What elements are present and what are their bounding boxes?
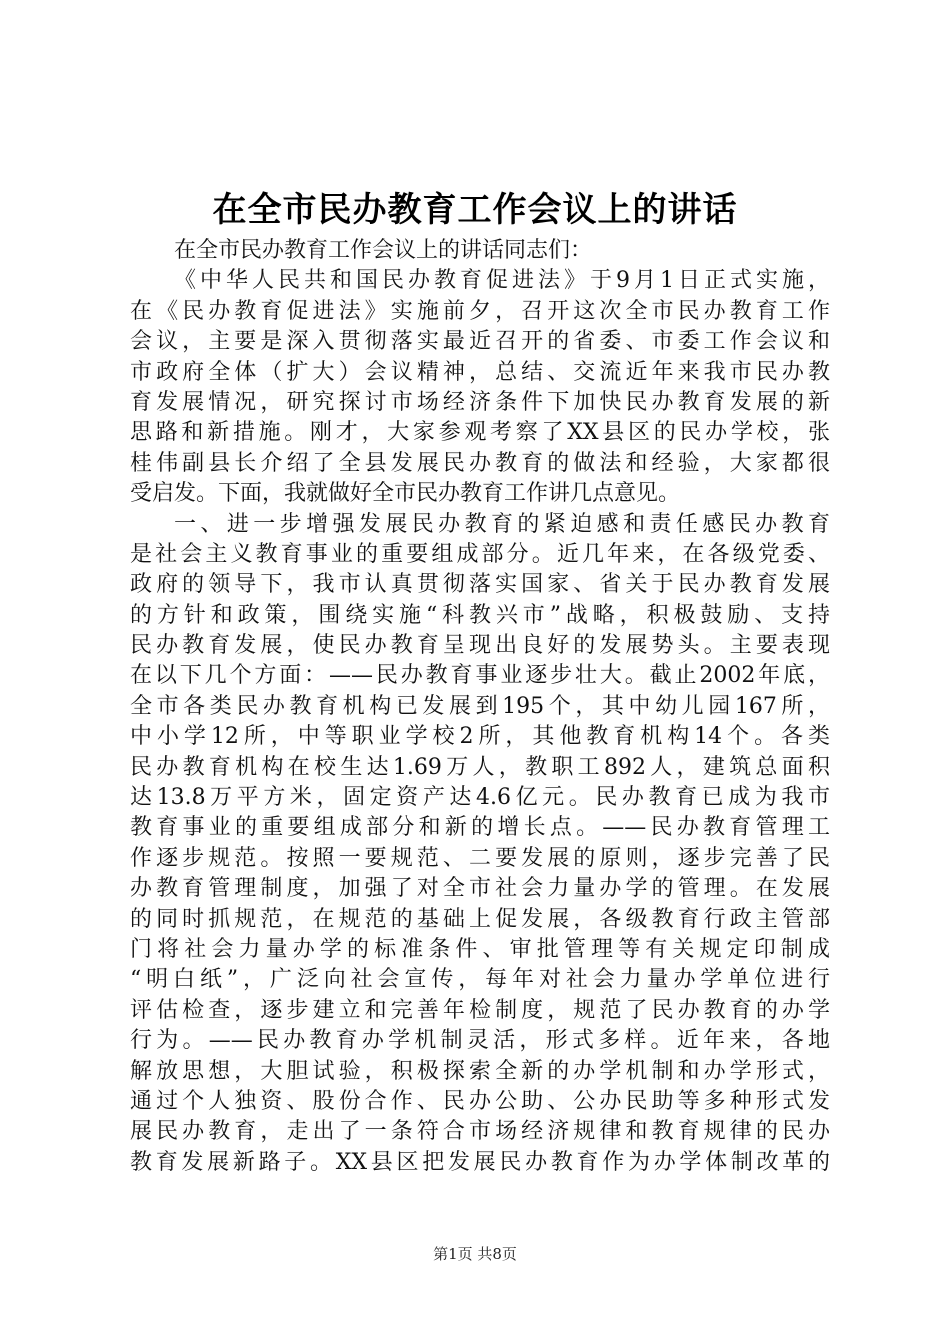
body-line: 育发展情况，研究探讨市场经济条件下加快民办教育发展的新 xyxy=(130,389,830,415)
body-line: 全市各类民办教育机构已发展到195个，其中幼儿园167所， xyxy=(130,693,830,719)
body-line: 民办教育发展，使民办教育呈现出良好的发展势头。主要表现 xyxy=(130,633,830,659)
body-line: 中小学12所，中等职业学校2所，其他教育机构14个。各类 xyxy=(130,724,830,750)
body-line: 达13.8万平方米，固定资产达4.6亿元。民办教育已成为我市 xyxy=(130,785,830,811)
body-line: 办教育管理制度，加强了对全市社会力量办学的管理。在发展 xyxy=(130,876,830,902)
body-line: 的同时抓规范，在规范的基础上促发展，各级教育行政主管部 xyxy=(130,906,830,932)
body-line: 桂伟副县长介绍了全县发展民办教育的做法和经验，大家都很 xyxy=(130,450,830,476)
body-line: 是社会主义教育事业的重要组成部分。近几年来，在各级党委、 xyxy=(130,541,830,567)
body-line: 教育发展新路子。XX县区把发展民办教育作为办学体制改革的 xyxy=(130,1149,830,1175)
body-line: 一、进一步增强发展民办教育的紧迫感和责任感民办教育 xyxy=(174,511,830,537)
body-line: 思路和新措施。刚才，大家参观考察了XX县区的民办学校，张 xyxy=(130,420,830,446)
body-line: 在《民办教育促进法》实施前夕，召开这次全市民办教育工作 xyxy=(130,298,830,324)
body-line: 政府的领导下，我市认真贯彻落实国家、省关于民办教育发展 xyxy=(130,572,830,598)
body-line: 展民办教育，走出了一条符合市场经济规律和教育规律的民办 xyxy=(130,1119,830,1145)
body-line: 在全市民办教育工作会议上的讲话同志们： xyxy=(174,238,593,263)
body-line: 教育事业的重要组成部分和新的增长点。——民办教育管理工 xyxy=(130,815,830,841)
body-line: 受启发。下面，我就做好全市民办教育工作讲几点意见。 xyxy=(130,481,681,507)
document-title: 在全市民办教育工作会议上的讲话 xyxy=(212,190,738,230)
document-body xyxy=(130,236,830,1178)
body-line: 民办教育机构在校生达1.69万人，教职工892人，建筑总面积 xyxy=(130,754,830,780)
page-footer: 第1页 共8页 xyxy=(433,1245,517,1263)
body-line: 通过个人独资、股份合作、民办公助、公办民助等多种形式发 xyxy=(130,1088,830,1114)
body-line: 评估检查，逐步建立和完善年检制度，规范了民办教育的办学 xyxy=(130,997,830,1023)
body-line: 行为。——民办教育办学机制灵活，形式多样。近年来，各地 xyxy=(130,1028,830,1054)
body-line: “明白纸”，广泛向社会宣传，每年对社会力量办学单位进行 xyxy=(130,967,830,993)
body-line: 在以下几个方面：——民办教育事业逐步壮大。截止2002年底， xyxy=(130,663,830,689)
body-line: 作逐步规范。按照一要规范、二要发展的原则，逐步完善了民 xyxy=(130,845,830,871)
body-line: 门将社会力量办学的标准条件、审批管理等有关规定印制成 xyxy=(130,936,830,962)
body-line: 会议，主要是深入贯彻落实最近召开的省委、市委工作会议和 xyxy=(130,329,830,355)
body-line: 的方针和政策，围绕实施“科教兴市”战略，积极鼓励、支持 xyxy=(130,602,830,628)
body-line: 《中华人民共和国民办教育促进法》于9月1日正式实施， xyxy=(174,268,830,294)
body-line: 市政府全体（扩大）会议精神，总结、交流近年来我市民办教 xyxy=(130,359,830,385)
body-line: 解放思想，大胆试验，积极探索全新的办学机制和办学形式， xyxy=(130,1058,830,1084)
